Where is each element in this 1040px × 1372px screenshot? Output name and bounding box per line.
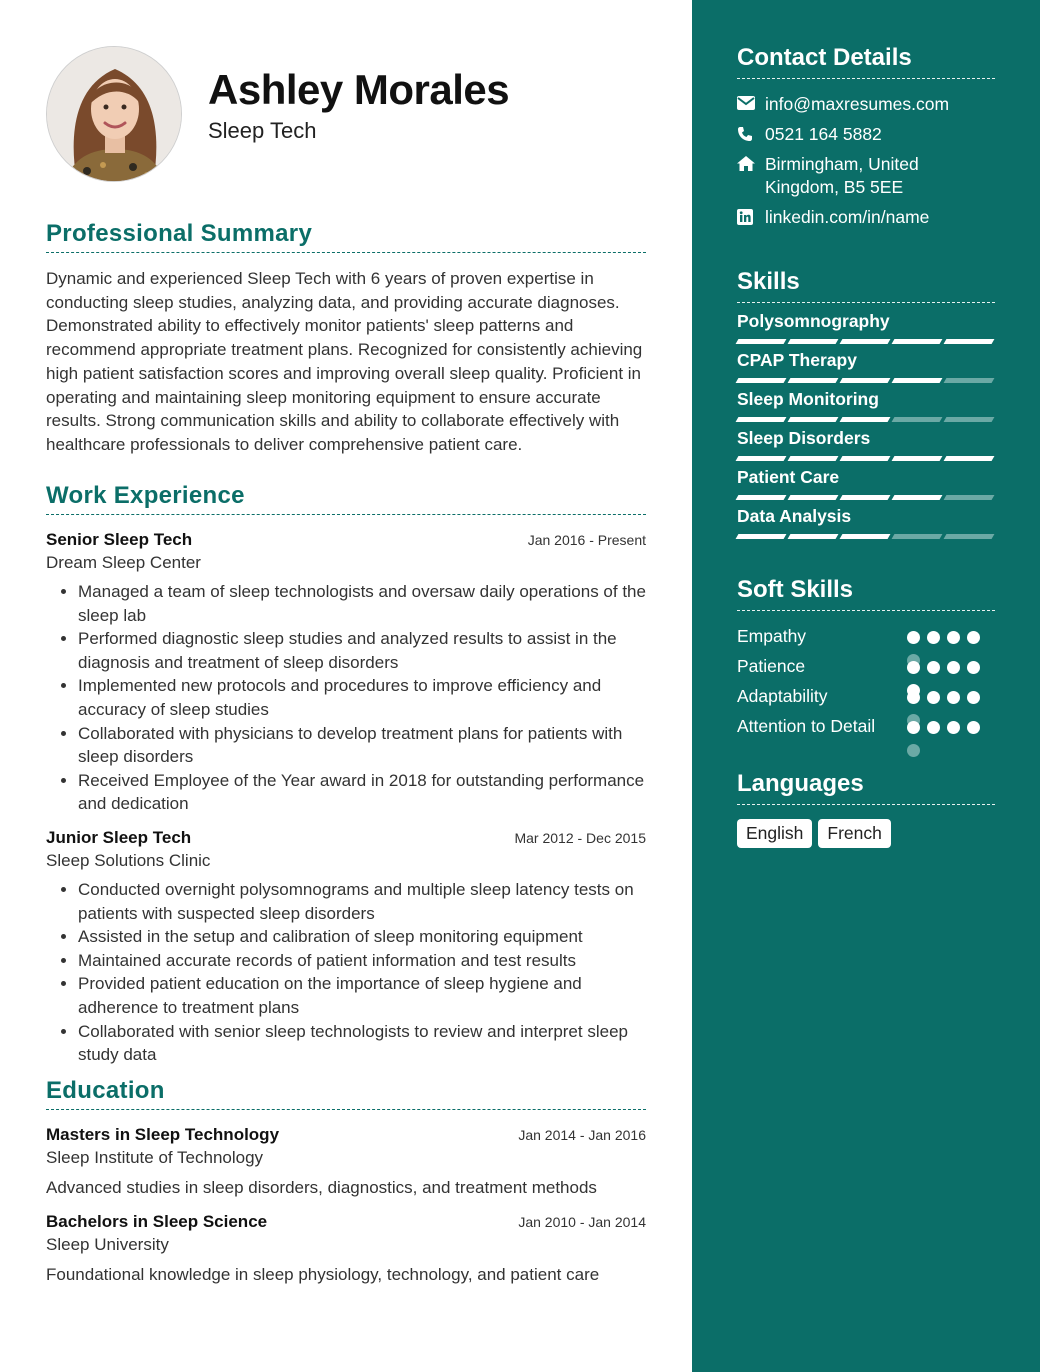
skill-segment-empty: [892, 534, 943, 539]
experience-heading: Work Experience: [46, 482, 646, 515]
summary-heading: Professional Summary: [46, 220, 646, 253]
school-name: Sleep Institute of Technology: [46, 1148, 264, 1167]
soft-skill-name: Patience: [737, 656, 806, 676]
rating-dot-filled: [907, 631, 920, 644]
skill-bar: [737, 495, 995, 500]
education-date: Jan 2010 - Jan 2014: [518, 1214, 646, 1230]
list-item: • Provided patient education on the importance of sleep hygiene and adherence to treatment plans: [78, 972, 646, 1019]
soft-skill-item: [737, 685, 995, 715]
skill-segment-empty: [944, 534, 995, 539]
skill-segment-filled: [840, 456, 891, 461]
language-tag: English: [737, 819, 812, 848]
skill-segment-filled: [736, 339, 787, 344]
education-section: [46, 1077, 646, 1285]
rating-dot-filled: [907, 721, 920, 734]
home-icon: [737, 153, 765, 171]
skill-segment-filled: [736, 456, 787, 461]
languages-heading: Languages: [737, 770, 995, 805]
contact-email: [737, 93, 995, 116]
skill-item: [737, 389, 995, 422]
skill-segment-filled: [840, 378, 891, 383]
skills-heading: Skills: [737, 268, 995, 303]
contact-heading: Contact Details: [737, 44, 995, 79]
language-tag: French: [818, 819, 890, 848]
rating-dot-filled: [967, 631, 980, 644]
experience-section: [46, 482, 646, 1067]
list-item: • Implemented new protocols and procedures to improve efficiency and accuracy of sleep studies: [78, 674, 646, 721]
skill-segment-filled: [892, 378, 943, 383]
soft-skill-name: Attention to Detail: [737, 716, 876, 736]
rating-dot-filled: [907, 661, 920, 674]
rating-dot-filled: [947, 721, 960, 734]
degree-title: Masters in Sleep Technology: [46, 1125, 280, 1144]
skill-segment-filled: [892, 495, 943, 500]
soft-skill-item: [737, 625, 995, 655]
rating-dot-filled: [947, 631, 960, 644]
list-item: • Collaborated with physicians to develop treatment plans for patients with sleep disorders: [78, 722, 646, 769]
candidate-title: Sleep Tech: [208, 118, 317, 143]
rating-dot-filled: [967, 691, 980, 704]
phone-icon: [737, 123, 765, 142]
skill-name: Sleep Monitoring: [737, 389, 879, 409]
skill-name: Polysomnography: [737, 311, 890, 331]
skill-segment-filled: [840, 339, 891, 344]
linkedin-text[interactable]: linkedin.com/in/name: [765, 207, 930, 227]
list-item: • Managed a team of sleep technologists and oversaw daily operations of the sleep lab: [78, 580, 646, 627]
job-date: Mar 2012 - Dec 2015: [514, 829, 646, 846]
skill-segment-filled: [840, 495, 891, 500]
list-item: • Received Employee of the Year award in 2018 for outstanding performance and dedication: [78, 769, 646, 816]
profile-photo: [46, 46, 182, 182]
contact-list: [737, 93, 995, 229]
skill-bar: [737, 534, 995, 539]
skill-segment-filled: [892, 456, 943, 461]
education-description: Advanced studies in sleep disorders, diagnostics, and treatment methods: [46, 1178, 597, 1197]
languages-list: [737, 819, 995, 848]
skill-segment-filled: [788, 339, 839, 344]
soft-skill-name: Empathy: [737, 626, 807, 646]
rating-dot-filled: [947, 661, 960, 674]
skills-section: [737, 268, 995, 539]
list-item: • Assisted in the setup and calibration of sleep monitoring equipment: [78, 925, 646, 949]
list-item: • Performed diagnostic sleep studies and analyzed results to assist in the diagnosis and treatment of sleep disorders: [78, 627, 646, 674]
contact-section: [737, 44, 995, 229]
soft-skills-section: [737, 576, 995, 771]
skill-segment-filled: [840, 534, 891, 539]
skill-name: Sleep Disorders: [737, 428, 871, 448]
job-entry: [46, 530, 646, 816]
rating-dot-filled: [927, 661, 940, 674]
skill-item: [737, 467, 995, 500]
skill-item: [737, 428, 995, 461]
summary-section: [46, 220, 646, 457]
skill-segment-filled: [736, 378, 787, 383]
rating-dot-filled: [907, 691, 920, 704]
degree-title: Bachelors in Sleep Science: [46, 1212, 268, 1231]
sidebar: [692, 0, 1040, 1372]
job-date: Jan 2016 - Present: [527, 532, 646, 548]
skill-segment-filled: [788, 456, 839, 461]
skill-bar: [737, 339, 995, 344]
skill-segment-filled: [788, 495, 839, 500]
list-item: • Maintained accurate records of patient information and test results: [78, 949, 646, 973]
contact-linkedin: [737, 206, 995, 229]
soft-skill-item: [737, 655, 995, 685]
skill-segment-filled: [840, 417, 891, 422]
linkedin-icon: [737, 206, 765, 225]
skills-list: [737, 311, 995, 539]
job-organization: Sleep Solutions Clinic: [46, 850, 211, 870]
skill-item: [737, 350, 995, 383]
skill-segment-filled: [944, 339, 995, 344]
rating-dot-filled: [927, 691, 940, 704]
rating-dot-empty: [907, 744, 920, 757]
skill-segment-filled: [788, 534, 839, 539]
skill-bar: [737, 456, 995, 461]
list-item: • Conducted overnight polysomnograms and multiple sleep latency tests on patients with suspected sleep disorders: [78, 878, 646, 925]
skill-name: Data Analysis: [737, 506, 852, 526]
soft-skills-list: [737, 625, 995, 771]
rating-dot-filled: [967, 721, 980, 734]
job-entry: [46, 828, 646, 1067]
rating-dot-filled: [947, 691, 960, 704]
education-entry: [46, 1125, 646, 1198]
education-entry: [46, 1212, 646, 1285]
languages-section: [737, 770, 995, 848]
skill-segment-empty: [892, 417, 943, 422]
phone-text[interactable]: 0521 164 5882: [765, 124, 882, 144]
rating-dot-filled: [967, 661, 980, 674]
skill-segment-empty: [944, 378, 995, 383]
rating-dot-filled: [927, 631, 940, 644]
skill-segment-filled: [892, 339, 943, 344]
skill-segment-filled: [788, 417, 839, 422]
skill-segment-filled: [736, 534, 787, 539]
rating-dot-filled: [927, 721, 940, 734]
list-item: • Collaborated with senior sleep technologists to review and interpret sleep study data: [78, 1020, 646, 1067]
school-name: Sleep University: [46, 1235, 169, 1254]
job-organization: Dream Sleep Center: [46, 553, 201, 572]
soft-skill-item: [737, 715, 995, 771]
address-text: Birmingham, United Kingdom, B5 5EE: [765, 154, 919, 197]
skill-segment-filled: [736, 495, 787, 500]
skill-segment-filled: [788, 378, 839, 383]
summary-text: Dynamic and experienced Sleep Tech with 6 years of proven expertise in conducting sleep studies, analyzing data, and providing accurate diagnoses. Demonstrated ability to effectively monitor patients' sleep patterns and recommend appropriate treatment plans. Recognized for consistently achieving high patient satisfaction scores and improving overall sleep quality. Proficient in operating and maintaining sleep monitoring equipment to ensure accurate results. Strong communication skills and ability to collaborate effectively with healthcare professionals to deliver comprehensive patient care.: [46, 269, 643, 454]
skill-segment-filled: [736, 417, 787, 422]
skill-segment-empty: [944, 417, 995, 422]
contact-phone: [737, 123, 995, 146]
education-heading: Education: [46, 1077, 646, 1110]
skill-item: [737, 311, 995, 344]
envelope-icon: [737, 93, 765, 110]
skill-bar: [737, 378, 995, 383]
skill-segment-filled: [944, 456, 995, 461]
education-description: Foundational knowledge in sleep physiology, technology, and patient care: [46, 1265, 600, 1284]
skill-segment-empty: [944, 495, 995, 500]
soft-skill-name: Adaptability: [737, 686, 828, 706]
job-title: Senior Sleep Tech: [46, 530, 193, 549]
email-text[interactable]: info@maxresumes.com: [765, 94, 950, 114]
soft-skills-heading: Soft Skills: [737, 576, 995, 611]
candidate-name: Ashley Morales: [208, 66, 510, 113]
skill-name: Patient Care: [737, 467, 840, 487]
job-bullets: [46, 878, 646, 1067]
skill-item: [737, 506, 995, 539]
contact-address: [737, 153, 995, 199]
job-title: Junior Sleep Tech: [46, 827, 192, 847]
education-date: Jan 2014 - Jan 2016: [518, 1127, 646, 1143]
skill-bar: [737, 417, 995, 422]
skill-name: CPAP Therapy: [737, 350, 857, 370]
job-bullets: [46, 580, 646, 816]
